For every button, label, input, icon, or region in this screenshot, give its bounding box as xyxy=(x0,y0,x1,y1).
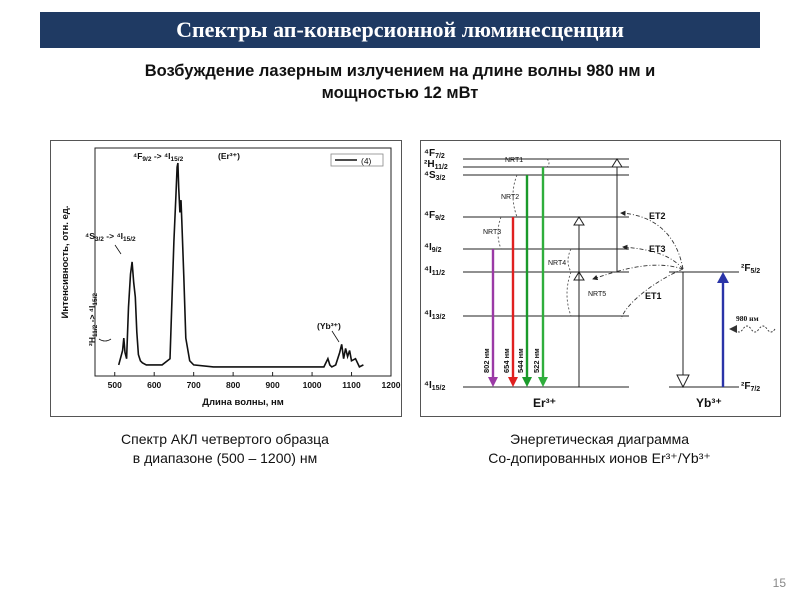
diagram-caption-line-2: Co-допированных ионов Er³⁺/Yb³⁺ xyxy=(488,450,711,466)
et1-label: ET1 xyxy=(645,291,662,301)
x-axis-label: Длина волны, нм xyxy=(202,397,284,408)
subtitle-line-2: мощностью 12 мВт xyxy=(321,84,479,102)
transition-654-label: 654 нм xyxy=(502,348,511,373)
yb-relaxation-head xyxy=(677,375,689,387)
annotation-4s32 xyxy=(85,231,136,254)
x-tick-label: 600 xyxy=(147,380,162,390)
x-tick-label: 800 xyxy=(226,380,241,390)
et2-label: ET2 xyxy=(649,211,666,221)
pump-label: 980 нм xyxy=(736,314,759,323)
slide-title: Спектры ап-конверсионной люминесценции xyxy=(40,12,760,48)
transition-522-head xyxy=(538,377,548,387)
transition-654-head xyxy=(508,377,518,387)
level-4f92: $^4F_{9/2}$ xyxy=(424,210,445,222)
x-tick-label: 1000 xyxy=(302,380,322,390)
level-yb-2f52: $^2F_{5/2}$ xyxy=(741,263,761,275)
spectrum-chart-svg xyxy=(51,141,401,416)
er-excitation-3-head xyxy=(612,159,622,167)
level-4f72: $^4F_{7/2}$ xyxy=(424,148,445,160)
er-excitation-2-head xyxy=(574,217,584,225)
nrt4-path xyxy=(568,249,571,272)
page-number: 15 xyxy=(772,576,786,590)
transition-544-head xyxy=(522,377,532,387)
x-tick-label: 900 xyxy=(265,380,280,390)
svg-text:²H11/2 -> ⁴I15/2: $^2H_{11/2} -> ^4I_{15/2}$ xyxy=(87,292,99,346)
x-tick-label: 1200 xyxy=(381,380,401,390)
nrt1-label: NRT1 xyxy=(505,157,524,164)
legend-label: (4) xyxy=(361,156,372,166)
spectrum-caption xyxy=(50,430,400,468)
diagram-caption xyxy=(420,430,779,468)
transition-802-label: 802 нм xyxy=(482,348,491,373)
nrt2-label: NRT2 xyxy=(501,194,520,201)
er-ion-label: Er³⁺ xyxy=(533,396,557,410)
svg-text:(Yb³⁺): (Yb³⁺) xyxy=(317,321,341,331)
level-4i132: $^4I_{13/2}$ xyxy=(424,309,446,321)
annotation-2h112 xyxy=(87,293,111,346)
svg-text:⁴F9/2 -> ⁴I15/2: $^4F_{9/2} -> ^4I_{15/2}$ xyxy=(133,151,184,163)
y-axis-label: Интенсивность, отн. ед. xyxy=(60,205,71,319)
level-4i152: $^4I_{15/2}$ xyxy=(424,380,446,392)
annotation-yb xyxy=(317,321,341,342)
level-4i92: $^4I_{9/2}$ xyxy=(424,242,442,254)
level-4s32: $^4S_{3/2}$ xyxy=(424,170,446,182)
slide-subtitle xyxy=(60,60,740,104)
spectrum-caption-line-1: Спектр АКЛ четвертого образца xyxy=(121,431,329,447)
annotation-4f92 xyxy=(133,151,240,163)
nrt3-label: NRT3 xyxy=(483,229,502,236)
level-2h112: $^2H_{11/2}$ xyxy=(424,159,448,171)
nrt5-label: NRT5 xyxy=(588,291,607,298)
nrt5-path xyxy=(567,272,571,316)
pump-arrow-head xyxy=(729,325,737,333)
nrt4-label: NRT4 xyxy=(548,260,567,267)
subtitle-line-1: Возбуждение лазерным излучением на длине волны 980 нм и xyxy=(144,62,656,80)
x-tick-label: 1100 xyxy=(342,380,361,390)
spectrum-figure xyxy=(50,140,402,417)
diagram-caption-line-1: Энергетическая диаграмма xyxy=(510,431,689,447)
spectrum-series-line xyxy=(119,163,364,367)
pump-wave xyxy=(735,326,775,332)
annotation-er-label: (Er³⁺) xyxy=(218,151,240,161)
spectrum-caption-line-2: в диапазоне (500 – 1200) нм xyxy=(132,450,318,466)
energy-diagram-svg xyxy=(421,141,780,416)
energy-diagram-figure xyxy=(420,140,781,417)
level-yb-2f72: $^2F_{7/2}$ xyxy=(741,381,761,393)
nrt1-path xyxy=(547,159,549,167)
yb-absorption-head xyxy=(717,272,729,283)
transition-522-label: 522 нм xyxy=(532,348,541,373)
transition-802-head xyxy=(488,377,498,387)
et3-label: ET3 xyxy=(649,244,666,254)
yb-ion-label: Yb³⁺ xyxy=(696,396,722,410)
plot-frame xyxy=(95,148,391,376)
transition-544-label: 544 нм xyxy=(516,348,525,373)
level-4i112: $^4I_{11/2}$ xyxy=(424,265,445,277)
x-tick-label: 500 xyxy=(107,380,122,390)
x-tick-label: 700 xyxy=(186,380,201,390)
svg-text:⁴S3/2 -> ⁴I15/2: $^4S_{3/2} -> ^4I_{15/2}$ xyxy=(85,231,136,243)
